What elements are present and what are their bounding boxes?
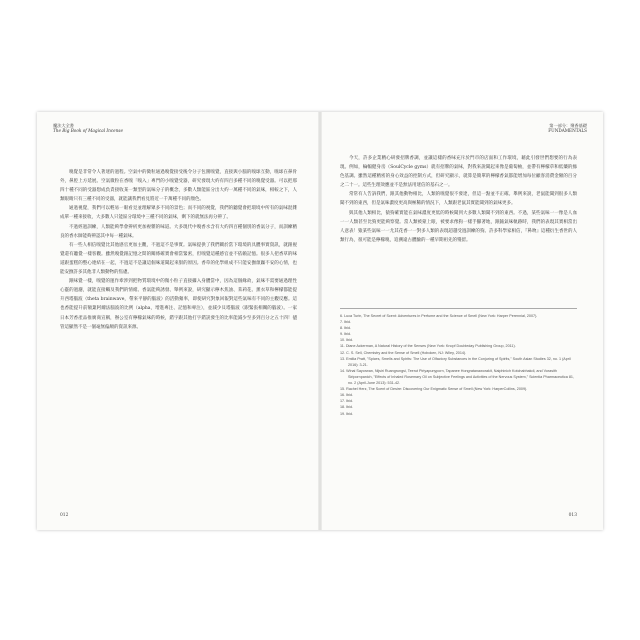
paragraph: 通過視覺，我們可以輕易一眼看見並理解眾多不同的景色；而不同的視覺，我們的聽覺會把環境中所有的氣味混雜成單一種來接收，大多數人只能區分環境中三種不同的氣味，剩下的就無法再分辨了。 xyxy=(60,206,297,221)
endnote: 12. C. S. Sell, Chemistry and the Sense of Smell (Hoboken, NJ: Wiley, 2014). xyxy=(340,350,467,355)
endnote: 14. Winai Sayorwan, Nijsiri Ruangrungsi, Teerut Piriyapunyporn, Tapanee Hongratanaworakit, Naiphinich Kotchabhakdi, and Vorasith Siripornpanich, "Effects of Inhaled Rosemary Oil on Subjective Feelings and Activities of the Nervous System," Scientia Pharmaceutica 81, no. 2 (April-June 2013): 531-42. xyxy=(340,368,574,386)
left-body-text xyxy=(60,168,297,332)
endnote: 7. Ibid. xyxy=(340,320,352,325)
book-gutter xyxy=(318,112,322,530)
running-header-left xyxy=(53,123,123,134)
endnote: 19. Ibid. xyxy=(340,411,354,416)
endnotes xyxy=(340,308,577,417)
endnote: 17. Ibid. xyxy=(340,399,354,404)
paragraph: 今天，許多企業精心研發招牌香調，並讓這樣的香味充斥於門市的店面和工作環境，藉此引發世們想要的行為表現。例如，輪輻健身房（SoulCycle gyms）就有招牌的氣味，對我來說聞起來像是葡萄柚，並帶有檸檬草和低藥的綠色基調。雖然這種精密的身心效益的控制方式，但研究顯示，就算是簡單的檸檬香氣都能增加每位顧客消費金額的百分之二十一。這些生理效應並不是無法用迷信的基石之一。 xyxy=(340,156,577,189)
paragraph: 與其他人類相比，猿狗確實能在氣味濃度更低的時候聞到大多數人類聞不到的東西。不過，某些氣味一一像是人血一一人類甚至比狗更能夠察覺。當人類被蒙上眼，被要求像狗一樣手腳著地，跟隨氣味軌跡時，我們的表現其實相當出人意表！猿某些氣味一一尤其花香一一對多人類的表現超越受過訓練的狗。許多科學家相信，『鼻吻』這種衍生香世的人類行為，很可能是檸檬嗅，追溯遠古體驗的一種早期祖先的殘留。 xyxy=(340,210,577,243)
paragraph: 有一些人相信嗅覺比其他感官更加主觀，不過這不是事實。氣味提供了我們關於當下環境的具體事實資訊，就跟視覺還有聽覺一樣客觀。雖然嗅覺跟記憶之間的關係確實會相當緊密，但嗅覺這種感官並不依賴記憶。很多人把香草的味道跟蛋糕的整心連結在一起，不過這不是讓這個味道聞起來甜的原因。香草的化學組成不只能安撫煩躁不安的心情，也能安撫許多其他非人類動物的焦慮。 xyxy=(60,242,297,276)
endnote: 6. Luca Turin, The Secret of Scent: Adventures in Perfume and the Science of Smell (New York: Harper Perennial, 2007). xyxy=(340,314,538,318)
section-title-zh: 第一部分：聚香基礎 xyxy=(549,123,587,128)
book-spread xyxy=(37,112,603,530)
endnote: 8. Ibid. xyxy=(340,326,352,331)
endnote: 11. Diane Ackerman, A Natural History of the Senses (New York: Knopf Doubleday Publishing Group, 2011). xyxy=(340,344,516,349)
right-page xyxy=(320,112,603,530)
endnote: 13. Emilia Pratt, "Spices, Smells and Spirits: The Use of Olfactory Substances in the Conjuring of Spirits," South Asian Studies 32, no. 1 (April 2016): 3-21. xyxy=(340,356,571,367)
paragraph: 嗅覺是非常令人著迷的過程。空氣中的微粒通過嗅覺接受後令分子包圍嗅覺，直接與小腦的嗅球互動，嗅球在鼻骨外，鼻腔上方延展。空氣微粒在香嗅「嗅入」專門的小嗅覺受器，研究發現大約有四百多種不同的嗅覺受器。可以把那四十種不同的受器想成負責接收某一類型的氣味分子的概念，多數人類能區分出大約一萬種不同的氣味，相較之下，人類眼睛只有三種不同的受器，就能讓我們看見將近一千萬種不同的顏色。 xyxy=(60,170,297,203)
endnote: 10. Ibid. xyxy=(340,338,354,343)
running-header-right xyxy=(548,123,587,134)
endnote: 15. Rachel Herz, The Scent of Desire: Discovering Our Enigmatic Sense of Smell (New York: HarperCollins, 2009). xyxy=(340,387,528,392)
paragraph: 常常有人告訴我們，跟其他動物相比，人類的嗅覺很不發達，但這一點並不正確。舉例來說，老鼠能聞到很多人類聞不到的東西，但是氣味濃度更高與極稀的情況下，人類跟老鼠其實能聞到的氣味更多。 xyxy=(340,192,577,207)
paragraph: 跟味覺一樣，嗅覺的運作牽涉到把物質環境中的微小粒子直接攝入身體當中，因為這個緣故，氣味不需要通過理性心靈的過濾，就能直接觸及我們的情緒。香氣能夠誘發、舉例來說，研究顯示檸木焦油、茉莉花、薰衣草和檸檬都能提升西塔腦波（theta brainwave，帶來平靜的腦波）的活動頻率，即使研究對象回報對這些氣味有不同的主觀反應。這也香能提升前額葉阿爾法腦波的比例（alpha，增進專注、記憶和專注），並減少貝塔腦波（跟緊張相關的腦波）。一家日本芳香產品推廣商宣稱，辦公室有檸檬氣味的時候，錯字跟其他打字錯誤發生的比率能減少至多到百分之五十四！儘管這顯然不是一個毫無偏頗的資訊來源。 xyxy=(60,279,297,330)
endnote: 16. Ibid. xyxy=(340,393,354,398)
page-number-right: 013 xyxy=(568,513,577,518)
paragraph: 不過經過訓練，人類能夠學會辨析更加複雜的味道。大多現代中嗅香水含有大約四百種個別的香氣分子，而訓練精良的香水師能夠辨認其中每一種氣味。 xyxy=(60,224,297,239)
section-title-en: FUNDAMENTALS xyxy=(548,128,587,134)
endnote: 18. Ibid. xyxy=(340,405,354,410)
book-title-en: The Big Book of Magical Incense xyxy=(53,128,123,134)
book-title-zh: 魔法大全書 xyxy=(53,123,74,128)
left-page xyxy=(37,112,320,530)
page-number-left: 012 xyxy=(60,513,69,518)
endnote: 9. Ibid. xyxy=(340,332,352,337)
right-body-text xyxy=(340,154,577,245)
